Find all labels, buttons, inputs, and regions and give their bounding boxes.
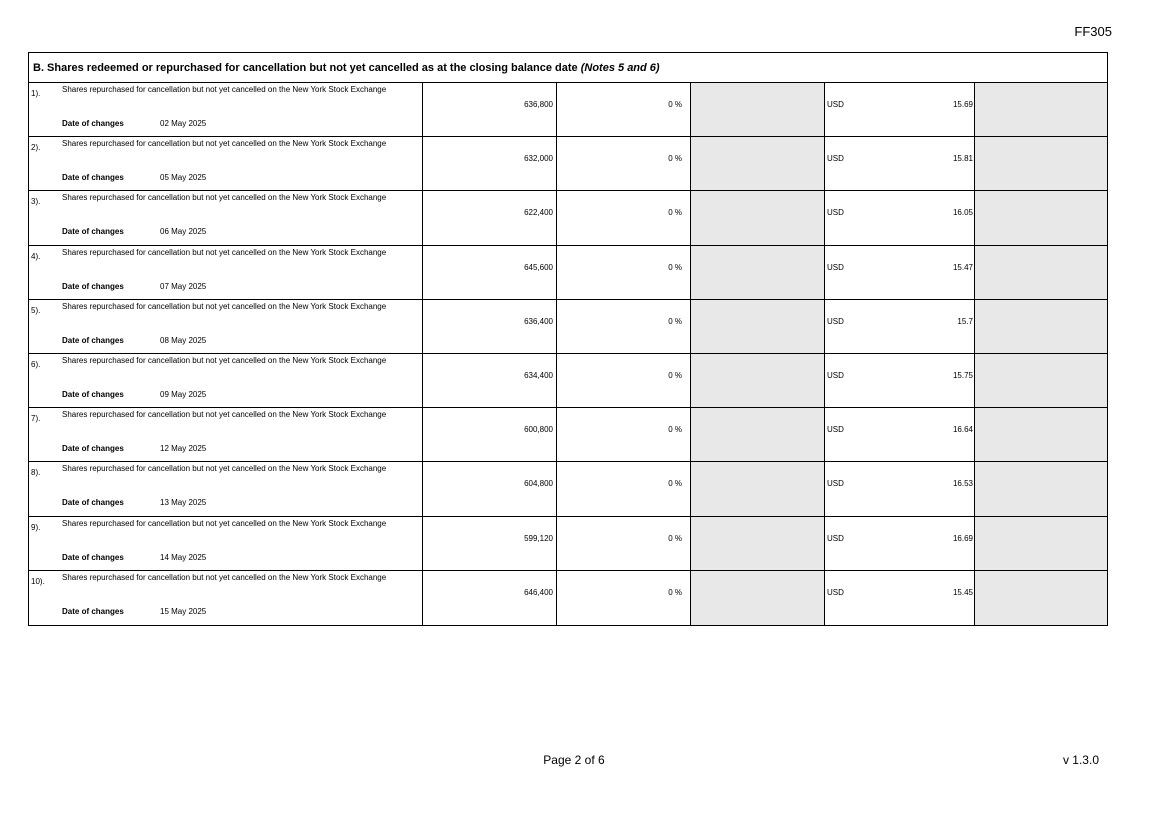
shares-cell: [423, 246, 557, 299]
price-cell: [825, 83, 975, 136]
shares-value: 636,400: [524, 316, 553, 326]
date-value: 13 May 2025: [160, 498, 207, 508]
shares-value: 599,120: [524, 533, 553, 543]
shaded-cell: [975, 462, 1107, 515]
price-cell: [825, 300, 975, 353]
price-cell: [825, 191, 975, 244]
price-value: 15.47: [952, 262, 973, 272]
currency-value: USD: [827, 587, 844, 597]
percent-value: 0 %: [668, 154, 682, 164]
row-index: 8).: [31, 468, 41, 478]
table-body: [29, 83, 1107, 625]
section-note: (Notes 5 and 6): [580, 62, 660, 74]
description-cell: [29, 300, 423, 353]
percent-cell: [557, 354, 691, 407]
currency-value: USD: [827, 479, 844, 489]
date-label: Date of changes: [62, 173, 124, 183]
shaded-cell: [691, 83, 825, 136]
table-row: [29, 408, 1107, 462]
date-label: Date of changes: [62, 552, 124, 562]
row-index: 3).: [31, 197, 41, 207]
description-cell: [29, 83, 423, 136]
shares-value: 600,800: [524, 425, 553, 435]
row-index: 10).: [31, 576, 45, 586]
date-label: Date of changes: [62, 281, 124, 291]
date-label: Date of changes: [62, 119, 124, 128]
date-label: Date of changes: [62, 389, 124, 399]
row-index: 5).: [31, 305, 41, 315]
shares-table: [28, 52, 1108, 626]
currency-value: USD: [827, 154, 844, 164]
percent-value: 0 %: [668, 208, 682, 218]
shares-value: 634,400: [524, 370, 553, 380]
section-title-text: B. Shares redeemed or repurchased for cancellation but not yet cancelled as at the closing balance date: [33, 62, 578, 74]
price-cell: [825, 354, 975, 407]
date-value: 15 May 2025: [160, 606, 207, 616]
date-label: Date of changes: [62, 444, 124, 454]
shares-cell: [423, 571, 557, 625]
percent-cell: [557, 300, 691, 353]
shaded-cell: [975, 517, 1107, 570]
currency-value: USD: [827, 262, 844, 272]
percent-value: 0 %: [668, 370, 682, 380]
shaded-cell: [691, 300, 825, 353]
description-cell: [29, 191, 423, 244]
shares-cell: [423, 354, 557, 407]
table-row: [29, 83, 1107, 137]
shaded-cell: [975, 571, 1107, 625]
date-label: Date of changes: [62, 606, 124, 616]
price-cell: [825, 462, 975, 515]
price-cell: [825, 137, 975, 190]
date-label: Date of changes: [62, 498, 124, 508]
price-value: 15.75: [952, 370, 973, 380]
price-value: 16.69: [952, 533, 973, 543]
row-description: Shares repurchased for cancellation but not yet cancelled on the New York Stock Exchange: [62, 572, 387, 582]
row-description: Shares repurchased for cancellation but not yet cancelled on the New York Stock Exchange: [62, 410, 387, 420]
percent-value: 0 %: [668, 587, 682, 597]
description-cell: [29, 462, 423, 515]
shares-cell: [423, 517, 557, 570]
row-description: Shares repurchased for cancellation but not yet cancelled on the New York Stock Exchange: [62, 247, 387, 257]
percent-cell: [557, 571, 691, 625]
description-cell: [29, 137, 423, 190]
currency-value: USD: [827, 208, 844, 218]
percent-cell: [557, 246, 691, 299]
row-description: Shares repurchased for cancellation but not yet cancelled on the New York Stock Exchange: [62, 301, 387, 311]
percent-cell: [557, 83, 691, 136]
page-number: Page 2 of 6: [543, 753, 605, 767]
percent-value: 0 %: [668, 533, 682, 543]
version-label: v 1.3.0: [1062, 753, 1099, 767]
description-cell: [29, 354, 423, 407]
price-cell: [825, 571, 975, 625]
row-description: Shares repurchased for cancellation but not yet cancelled on the New York Stock Exchange: [62, 464, 387, 474]
date-value: 02 May 2025: [160, 119, 207, 128]
shaded-cell: [691, 571, 825, 625]
percent-cell: [557, 517, 691, 570]
date-value: 08 May 2025: [160, 335, 207, 345]
shaded-cell: [975, 354, 1107, 407]
table-row: [29, 246, 1107, 300]
price-cell: [825, 517, 975, 570]
shaded-cell: [691, 462, 825, 515]
percent-cell: [557, 408, 691, 461]
currency-value: USD: [827, 100, 844, 109]
currency-value: USD: [827, 370, 844, 380]
date-value: 05 May 2025: [160, 173, 207, 183]
table-row: [29, 191, 1107, 245]
shares-value: 636,800: [524, 100, 553, 109]
shares-cell: [423, 408, 557, 461]
date-value: 09 May 2025: [160, 389, 207, 399]
row-description: Shares repurchased for cancellation but not yet cancelled on the New York Stock Exchange: [62, 355, 387, 365]
form-code: FF305: [1074, 24, 1112, 39]
date-value: 07 May 2025: [160, 281, 207, 291]
row-index: 6).: [31, 359, 41, 369]
date-value: 12 May 2025: [160, 444, 207, 454]
shares-cell: [423, 137, 557, 190]
price-cell: [825, 246, 975, 299]
percent-cell: [557, 191, 691, 244]
shares-value: 604,800: [524, 479, 553, 489]
row-index: 1).: [31, 89, 41, 98]
price-cell: [825, 408, 975, 461]
shaded-cell: [691, 517, 825, 570]
shares-cell: [423, 300, 557, 353]
shares-value: 646,400: [524, 587, 553, 597]
row-description: Shares repurchased for cancellation but not yet cancelled on the New York Stock Exchange: [62, 193, 387, 203]
shaded-cell: [691, 246, 825, 299]
row-index: 2).: [31, 143, 41, 153]
shaded-cell: [691, 408, 825, 461]
shaded-cell: [691, 191, 825, 244]
shares-value: 645,600: [524, 262, 553, 272]
price-value: 16.05: [952, 208, 973, 218]
description-cell: [29, 517, 423, 570]
table-row: [29, 571, 1107, 625]
table-row: [29, 517, 1107, 571]
percent-value: 0 %: [668, 479, 682, 489]
percent-value: 0 %: [668, 262, 682, 272]
percent-cell: [557, 137, 691, 190]
shaded-cell: [975, 246, 1107, 299]
row-index: 9).: [31, 522, 41, 532]
price-value: 15.7: [957, 316, 973, 326]
row-index: 4).: [31, 251, 41, 261]
table-row: [29, 300, 1107, 354]
shares-value: 632,000: [524, 154, 553, 164]
shares-cell: [423, 191, 557, 244]
row-index: 7).: [31, 414, 41, 424]
shaded-cell: [975, 191, 1107, 244]
price-value: 15.45: [952, 587, 973, 597]
currency-value: USD: [827, 533, 844, 543]
shaded-cell: [975, 408, 1107, 461]
shares-cell: [423, 462, 557, 515]
date-label: Date of changes: [62, 335, 124, 345]
percent-value: 0 %: [668, 316, 682, 326]
percent-value: 0 %: [668, 100, 682, 109]
shares-cell: [423, 83, 557, 136]
row-description: Shares repurchased for cancellation but not yet cancelled on the New York Stock Exchange: [62, 85, 387, 94]
row-description: Shares repurchased for cancellation but not yet cancelled on the New York Stock Exchange: [62, 139, 387, 149]
currency-value: USD: [827, 425, 844, 435]
shaded-cell: [975, 83, 1107, 136]
description-cell: [29, 246, 423, 299]
percent-cell: [557, 462, 691, 515]
currency-value: USD: [827, 316, 844, 326]
shaded-cell: [975, 137, 1107, 190]
section-title: [29, 53, 1107, 83]
row-description: Shares repurchased for cancellation but not yet cancelled on the New York Stock Exchange: [62, 518, 387, 528]
table-row: [29, 462, 1107, 516]
description-cell: [29, 571, 423, 625]
price-value: 15.81: [952, 154, 973, 164]
price-value: 15.69: [952, 100, 973, 109]
percent-value: 0 %: [668, 425, 682, 435]
date-value: 14 May 2025: [160, 552, 207, 562]
table-row: [29, 137, 1107, 191]
shaded-cell: [691, 137, 825, 190]
table-row: [29, 354, 1107, 408]
shaded-cell: [975, 300, 1107, 353]
price-value: 16.64: [952, 425, 973, 435]
price-value: 16.53: [952, 479, 973, 489]
shaded-cell: [691, 354, 825, 407]
date-value: 06 May 2025: [160, 227, 207, 237]
description-cell: [29, 408, 423, 461]
shares-value: 622,400: [524, 208, 553, 218]
date-label: Date of changes: [62, 227, 124, 237]
